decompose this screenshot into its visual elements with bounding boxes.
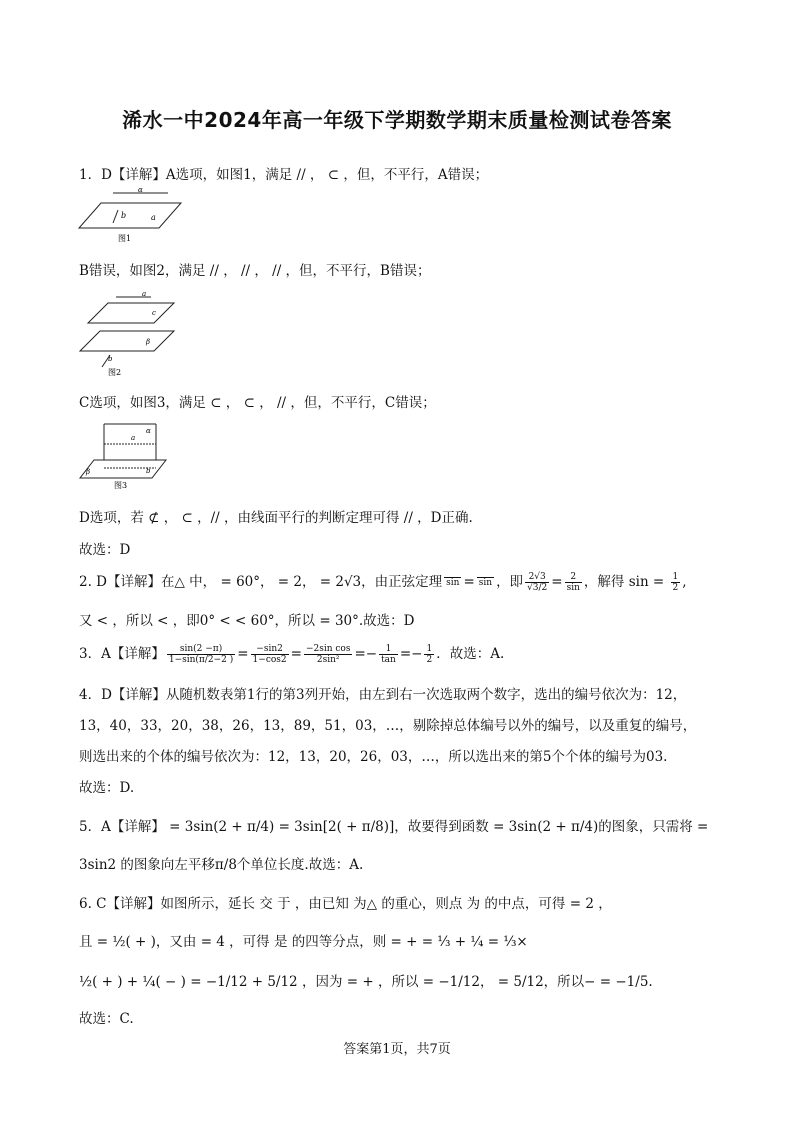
q3-line: 3．A【详解】 $\frac{\sin(2 -\pi)}{1-\sin(\pi/2-2 )}$ = $\frac{-\sin 2}{1-\cos 2}$ = $\frac{\text{−2sin cos}}{\text{2sin²}}$ =− $\frac{1}{\tan}$ =− $\frac{1}{2}$ ．故选：A. <box>79 644 505 665</box>
fig3-caption: 图3 <box>114 481 128 490</box>
svg-text:a: a <box>131 434 136 442</box>
fig1-label-alpha: α <box>138 188 143 194</box>
q1-line-a: 1．D【详解】A选项，如图1，满足 // ， ⊂ ，但，不平行，A错误； <box>79 167 489 183</box>
figure-1 <box>76 188 186 246</box>
q6-line-b: 且 = ½( + )，又由 = 4 ，可得 是 的四等分点，则 = + = ⅓ + ¼ = ⅓× <box>79 934 528 950</box>
q4-line-c: 则选出来的个体的编号依次为：12，13，20，26，03，…，所以选出来的第5个个体的编号为03. <box>79 749 668 765</box>
page-footer: 答案第1页，共7页 <box>343 1042 451 1057</box>
q5-line-a: 5．A【详解】 = 3sin(2 + π/4) = 3sin[2( + π/8)]，故要得到函数 = 3sin(2 + π/4)的图象，只需将 = <box>79 819 709 835</box>
q6-line-c: ½( + ) + ¼( − ) = −1/12 + 5/12 ，因为 = + ，所以 = −1/12， = 5/12，所以− = −1/5. <box>79 974 653 990</box>
q1-line-b: B错误，如图2，满足 // ， // ， // ，但，不平行，B错误； <box>79 263 431 279</box>
svg-text:b: b <box>108 355 113 363</box>
q6-line-a: 6. C【详解】如图所示，延长 交 于 ，由已知 为△ 的重心，则点 为 的中点，可得 = 2 ， <box>79 896 612 912</box>
fraction: $\frac{2}{\sin}$ <box>566 572 580 593</box>
fig2-caption: 图2 <box>108 368 122 377</box>
fraction: $\frac{\sin(2 -\pi)}{1-\sin(\pi/2-2 )}$ <box>168 644 234 665</box>
svg-text:α: α <box>146 427 151 435</box>
figure-3 <box>76 420 186 490</box>
q2-line-a: 2. D【详解】在△ 中， = 60°， = 2， = 2√3，由正弦定理 sin = sin ，即 $\frac{2√3}{√3/2}$ = $\frac{2}{\sin}$ ，解得 sin = $\frac{1}{2}$ , <box>79 572 687 593</box>
q4-line-b: 13，40，33，20，38，26，13，89，51，03，…，剔除掉总体编号以外的编号，以及重复的编号， <box>79 718 697 734</box>
svg-text:β: β <box>146 338 151 346</box>
q2-line-b: 又 < ，所以 < ，即0° < < 60°，所以 = 30°.故选：D <box>79 613 415 629</box>
q5-line-b: 3sin2 的图象向左平移π/8个单位长度.故选：A. <box>79 857 364 873</box>
q1-line-d: D选项，若 ⊄ ， ⊂ ，// ，由线面平行的判断定理可得 // ，D正确. <box>79 510 473 526</box>
q4-line-d: 故选：D. <box>79 780 135 796</box>
fraction: $\frac{1}{2}$ <box>672 572 679 593</box>
fraction: $\frac{1}{2}$ <box>426 644 433 665</box>
fraction: $\frac{\text{−2sin cos}}{\text{2sin²}}$ <box>305 644 351 665</box>
fig1-label-a: a <box>151 213 156 222</box>
fraction: sin <box>478 578 493 588</box>
q1-line-e: 故选：D <box>79 542 131 558</box>
svg-text:β: β <box>86 468 91 476</box>
fraction: $\frac{-\sin 2}{1-\cos 2}$ <box>252 644 287 665</box>
fraction: sin <box>446 578 460 588</box>
q6-line-d: 故选：C. <box>79 1011 134 1027</box>
q1-line-c: C选项，如图3，满足 ⊂ ， ⊂ ， // ，但，不平行，C错误； <box>79 395 436 411</box>
fraction: $\frac{1}{\tan}$ <box>381 644 396 665</box>
fraction: $\frac{2√3}{√3/2}$ <box>527 572 548 593</box>
fig1-caption: 图1 <box>118 234 132 243</box>
q4-line-a: 4．D【详解】从随机数表第1行的第3列开始，由左到右一次选取两个数字，选出的编号依次为：12， <box>79 687 687 703</box>
figure-2 <box>76 285 186 377</box>
svg-text:c: c <box>152 309 156 317</box>
svg-text:a: a <box>142 290 147 298</box>
document-title: 浠水一中2024年高一年级下学期数学期末质量检测试卷答案 <box>122 108 672 132</box>
fig1-label-b: b <box>121 211 127 220</box>
svg-text:b: b <box>146 467 151 475</box>
